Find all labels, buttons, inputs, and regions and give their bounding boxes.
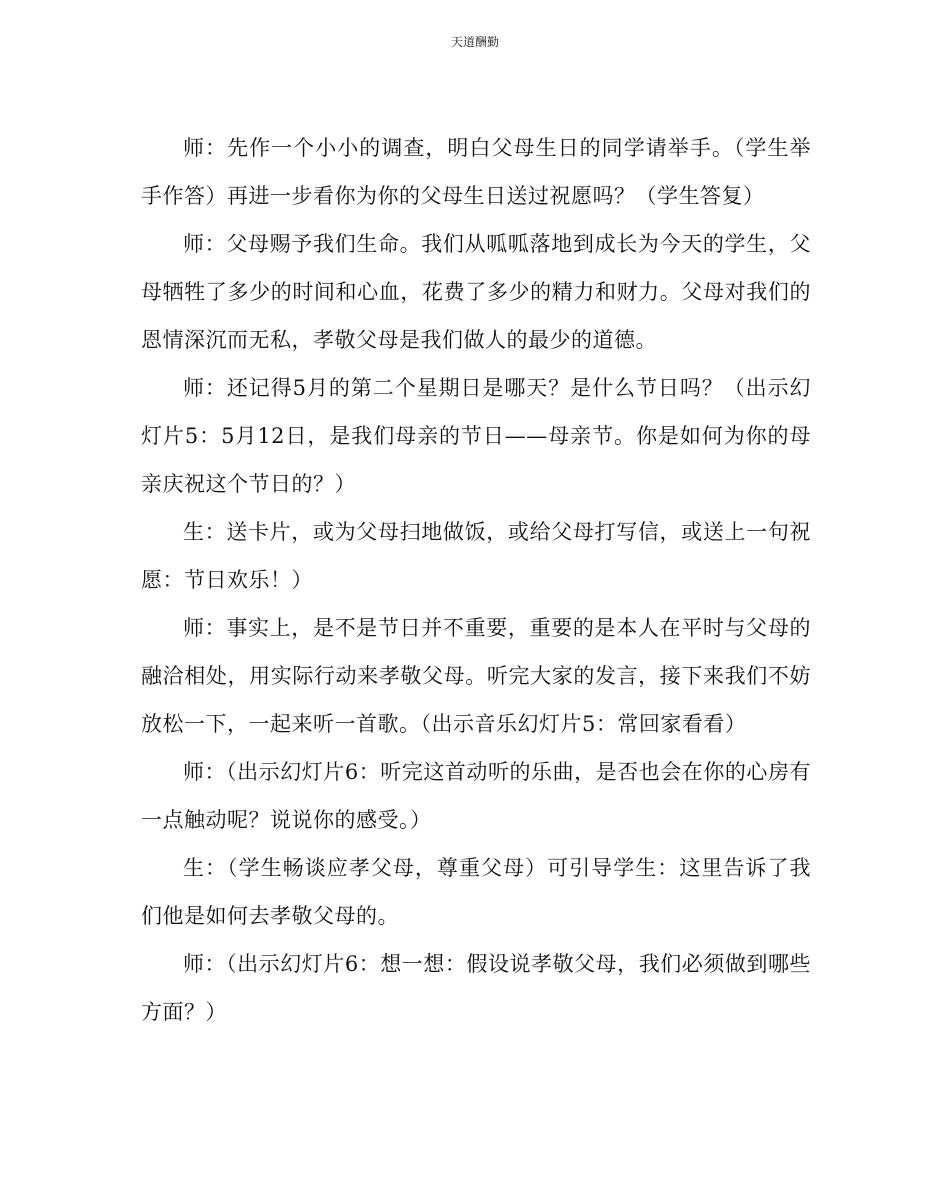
page-header: 天道酬勤 <box>450 35 499 49</box>
paragraph-1: 师：先作一个小小的调查，明白父母生日的同学请举手。（学生举手作答）再进一步看你为你的父母生日送过祝愿吗？（学生答复） <box>141 136 811 208</box>
paragraph-8: 师：（出示幻灯片6：想一想：假设说孝敬父母，我们必须做到哪些方面？） <box>141 952 811 1024</box>
paragraph-2: 师：父母赐予我们生命。我们从呱呱落地到成长为今天的学生，父母牺牲了多少的时间和心血，花费了多少的精力和财力。父母对我们的恩情深沉而无私，孝敬父母是我们做人的最少的道德。 <box>141 232 811 352</box>
paragraph-6: 师：（出示幻灯片6：听完这首动听的乐曲，是否也会在你的心房有一点触动呢？说说你的感受。） <box>141 760 811 832</box>
paragraph-7: 生：（学生畅谈应孝父母，尊重父母）可引导学生：这里告诉了我们他是如何去孝敬父母的。 <box>141 856 811 928</box>
paragraph-4: 生：送卡片，或为父母扫地做饭，或给父母打写信，或送上一句祝愿：节日欢乐！） <box>141 520 811 592</box>
paragraph-3: 师：还记得5月的第二个星期日是哪天？是什么节日吗？（出示幻灯片5：5月12日，是我们母亲的节日——母亲节。你是如何为你的母亲庆祝这个节日的？） <box>141 376 811 496</box>
paragraph-5: 师：事实上，是不是节日并不重要，重要的是本人在平时与父母的融洽相处，用实际行动来孝敬父母。听完大家的发言，接下来我们不妨放松一下，一起来听一首歌。（出示音乐幻灯片5：常回家看看） <box>141 616 811 736</box>
document-body <box>141 124 811 1036</box>
